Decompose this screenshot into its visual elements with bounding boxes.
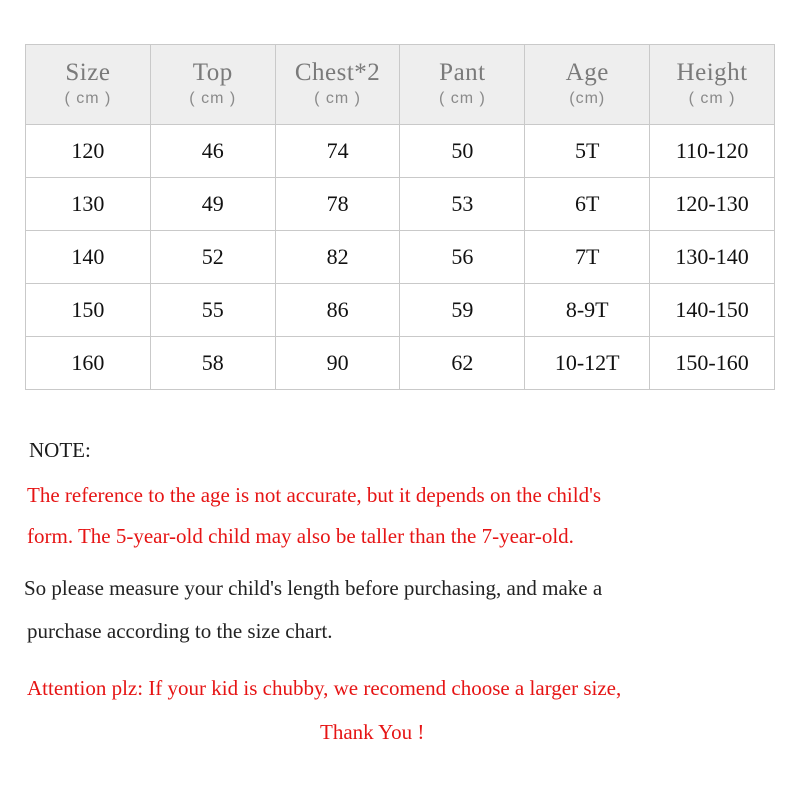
header-unit: ( cm )	[438, 89, 486, 107]
cell-chest: 78	[275, 178, 400, 231]
table-row	[26, 284, 775, 337]
cell-pant: 53	[400, 178, 525, 231]
note-accuracy-warning: The reference to the age is not accurate, but it depends on the child's	[27, 483, 602, 507]
measure-instruction: So please measure your child's length before purchasing, and make a	[24, 576, 603, 600]
table-row	[26, 231, 775, 284]
cell-height: 140-150	[650, 284, 775, 337]
header-cell-chest	[275, 45, 400, 125]
cell-chest: 82	[275, 231, 400, 284]
cell-size: 130	[26, 178, 151, 231]
measure-instruction-cont: purchase according to the size chart.	[27, 619, 333, 643]
cell-size: 150	[26, 284, 151, 337]
cell-pant: 50	[400, 125, 525, 178]
cell-height: 150-160	[650, 337, 775, 390]
size-chart-table	[25, 44, 775, 390]
cell-size: 140	[26, 231, 151, 284]
cell-height: 130-140	[650, 231, 775, 284]
cell-chest: 90	[275, 337, 400, 390]
header-unit: (cm)	[569, 89, 606, 107]
header-cell-top	[150, 45, 275, 125]
header-label: Chest*2	[294, 58, 381, 86]
cell-age: 5T	[525, 125, 650, 178]
cell-age: 7T	[525, 231, 650, 284]
cell-pant: 56	[400, 231, 525, 284]
cell-height: 120-130	[650, 178, 775, 231]
cell-top: 52	[150, 231, 275, 284]
header-label: Size	[65, 58, 111, 86]
header-cell-pant	[400, 45, 525, 125]
cell-size: 160	[26, 337, 151, 390]
size-chart-body	[26, 125, 775, 390]
table-row	[26, 337, 775, 390]
cell-age: 6T	[525, 178, 650, 231]
cell-top: 55	[150, 284, 275, 337]
cell-size: 120	[26, 125, 151, 178]
header-unit: ( cm )	[189, 89, 237, 107]
cell-pant: 59	[400, 284, 525, 337]
cell-top: 49	[150, 178, 275, 231]
header-label: Height	[676, 58, 748, 86]
cell-top: 58	[150, 337, 275, 390]
note-heading: NOTE:	[29, 438, 91, 462]
attention-chubby-note: Attention plz: If your kid is chubby, we recomend choose a larger size,	[27, 676, 622, 700]
header-cell-height	[650, 45, 775, 125]
cell-age: 10-12T	[525, 337, 650, 390]
header-label: Pant	[439, 58, 486, 86]
size-chart-header	[26, 45, 775, 125]
header-cell-size	[26, 45, 151, 125]
cell-chest: 86	[275, 284, 400, 337]
cell-top: 46	[150, 125, 275, 178]
table-row	[26, 125, 775, 178]
table-row	[26, 178, 775, 231]
header-label: Top	[192, 58, 233, 86]
note-accuracy-warning-cont: form. The 5-year-old child may also be taller than the 7-year-old.	[27, 524, 574, 548]
header-cell-age	[525, 45, 650, 125]
header-label: Age	[565, 58, 609, 86]
header-unit: ( cm )	[688, 89, 736, 107]
cell-height: 110-120	[650, 125, 775, 178]
cell-age: 8-9T	[525, 284, 650, 337]
header-unit: ( cm )	[314, 89, 361, 107]
cell-chest: 74	[275, 125, 400, 178]
thank-you-text: Thank You !	[320, 720, 425, 744]
header-unit: ( cm )	[64, 89, 112, 107]
header-row	[26, 45, 775, 125]
cell-pant: 62	[400, 337, 525, 390]
